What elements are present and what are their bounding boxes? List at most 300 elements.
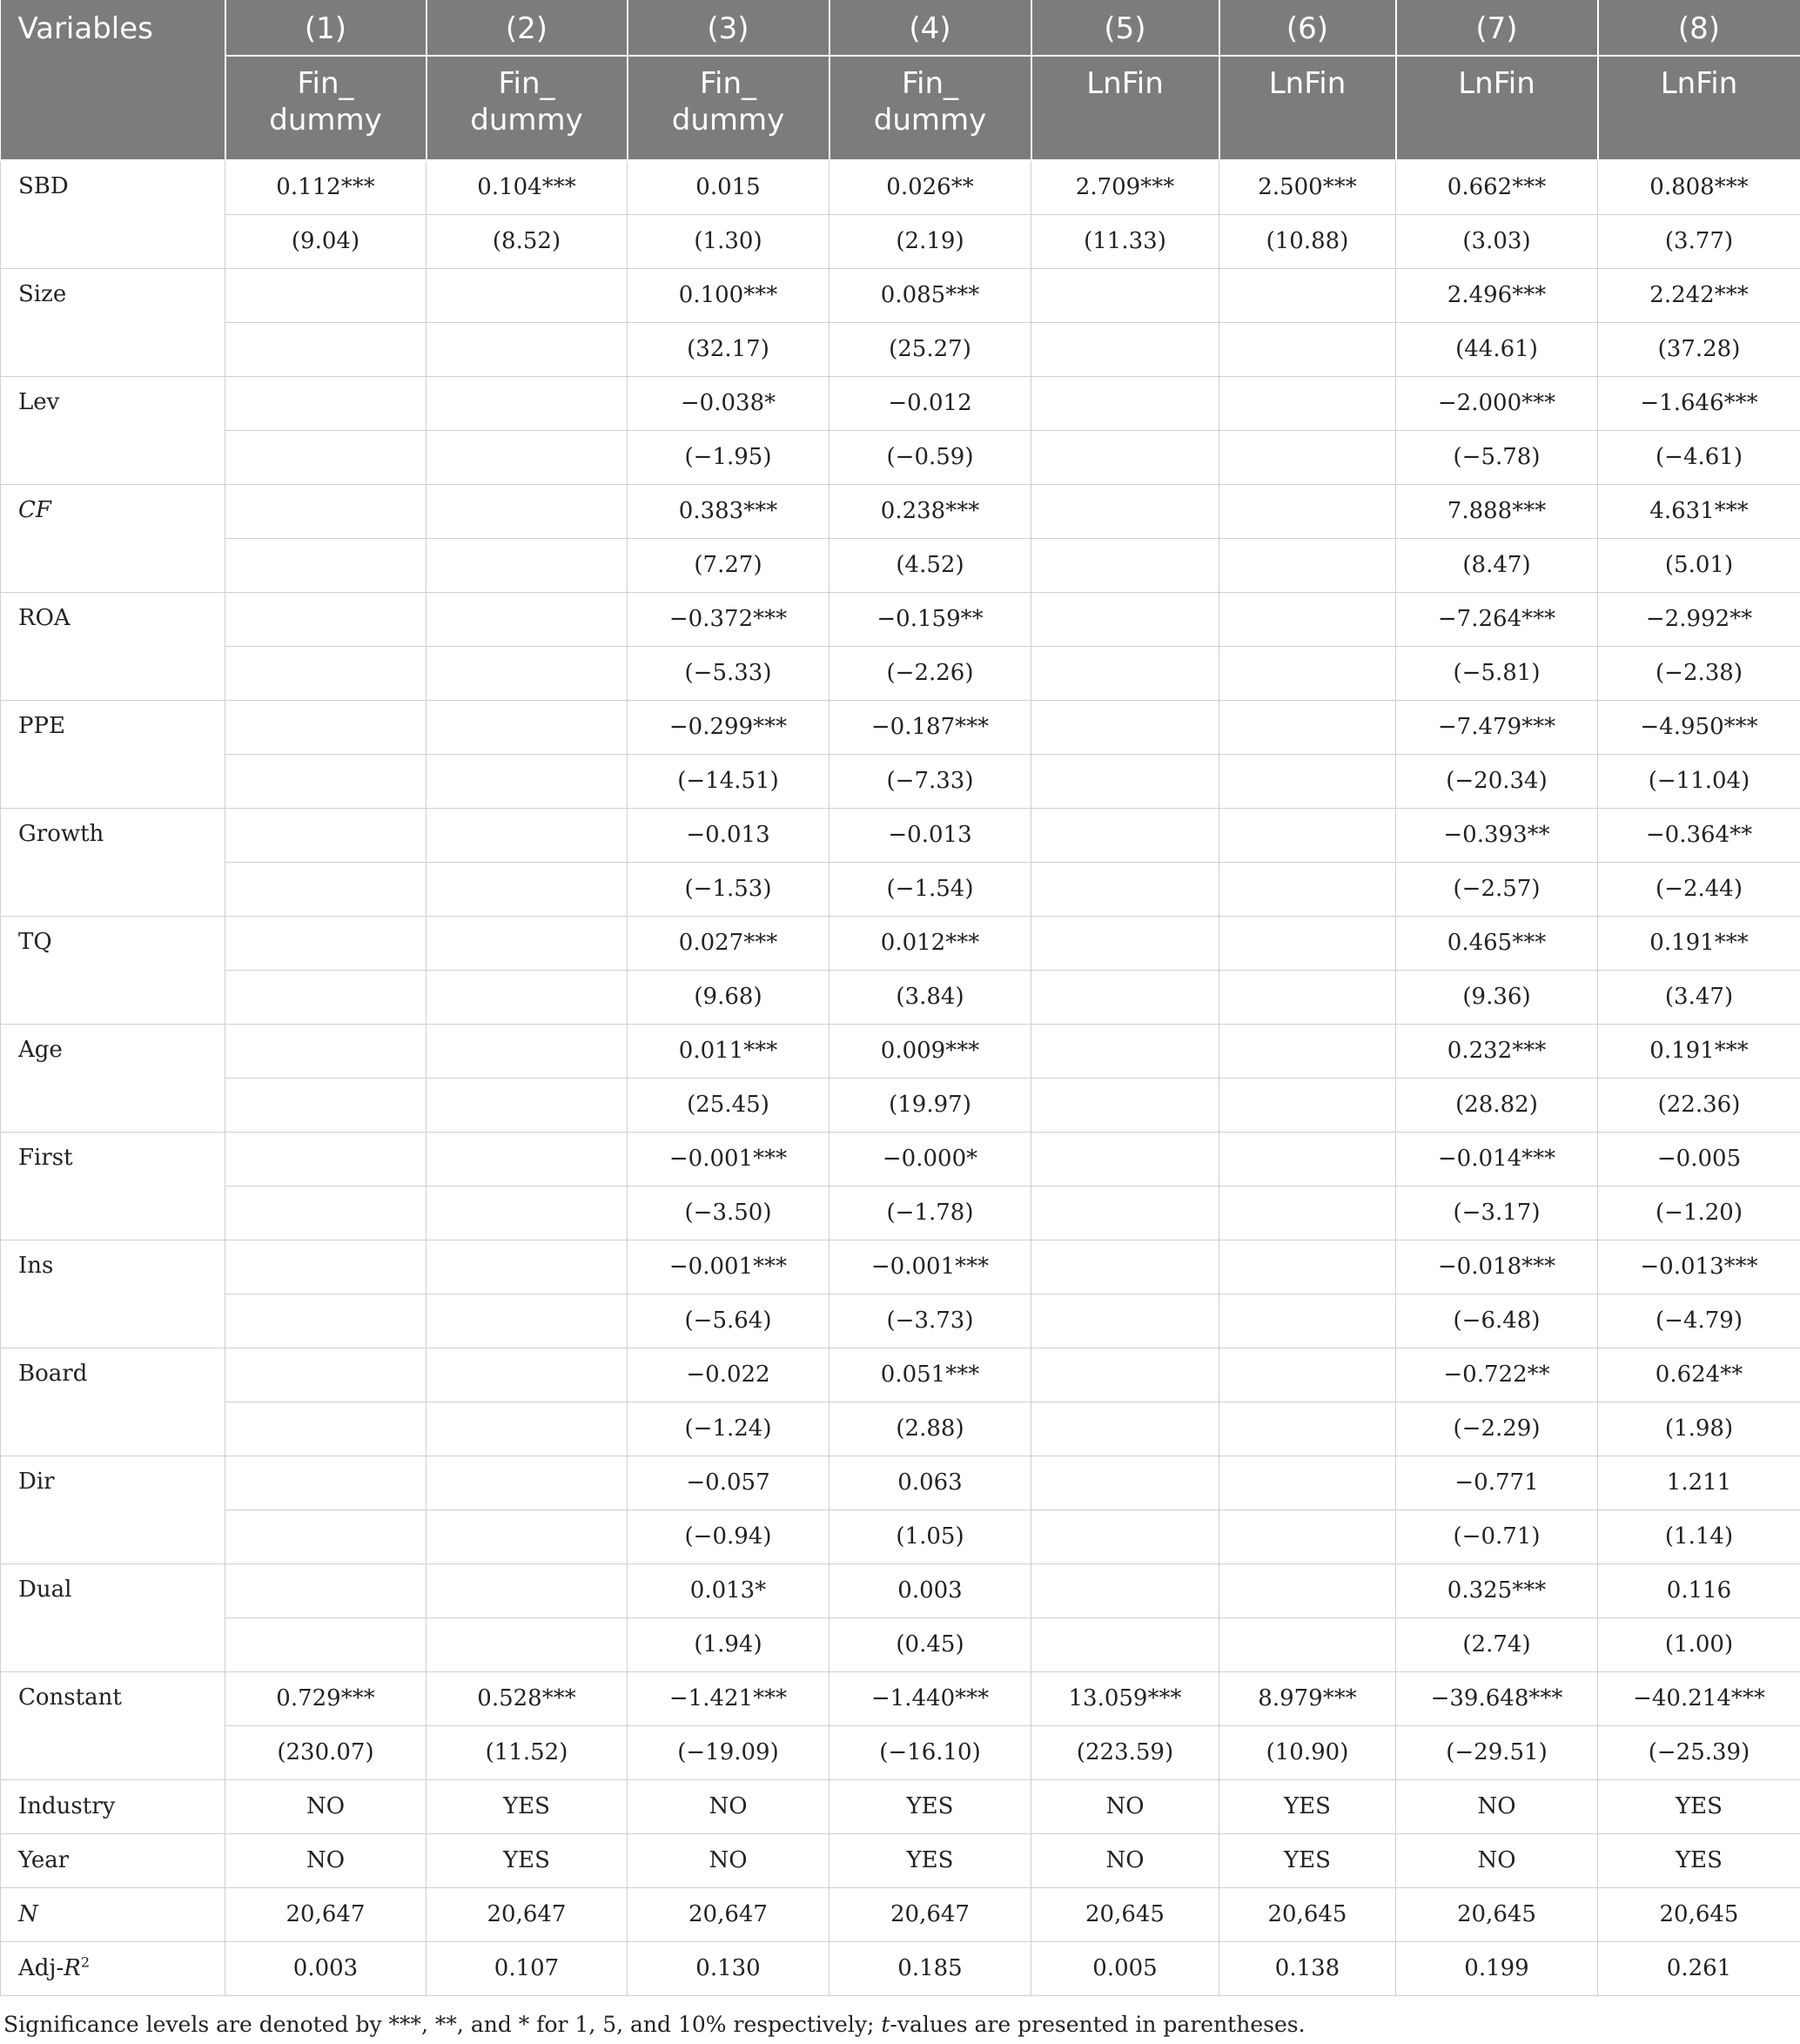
coef-cell: −0.005 [1598, 1132, 1800, 1186]
coef-cell: 0.112*** [225, 160, 426, 214]
footnote-text-after: -values are presented in parentheses. [890, 2011, 1306, 2037]
tvalue-cell: (−7.33) [829, 754, 1031, 808]
tvalue-cell [426, 970, 628, 1024]
tvalue-cell: (−14.51) [628, 754, 829, 808]
tvalue-cell [426, 862, 628, 916]
coef-cell [1031, 916, 1219, 970]
coef-cell: 0.011*** [628, 1024, 829, 1078]
tvalue-cell: (−3.17) [1396, 1186, 1598, 1240]
summary-cell: YES [426, 1779, 628, 1833]
header-col-5: (5) [1031, 0, 1219, 56]
tvalue-cell: (1.98) [1598, 1402, 1800, 1456]
coef-cell [1219, 592, 1396, 646]
coef-cell [1031, 268, 1219, 322]
table-row-tvalue [1, 754, 1800, 808]
tvalue-cell: (−5.81) [1396, 646, 1598, 700]
coef-cell [225, 700, 426, 754]
coef-cell: 0.325*** [1396, 1563, 1598, 1617]
tvalue-cell [1031, 1294, 1219, 1348]
tvalue-cell: (1.05) [829, 1509, 1031, 1563]
variable-label: First [1, 1132, 225, 1240]
tvalue-cell [1031, 862, 1219, 916]
tvalue-cell [1031, 754, 1219, 808]
dependent-line-1: LnFin [1660, 66, 1738, 101]
tvalue-cell [1219, 538, 1396, 592]
tvalue-cell: (230.07) [225, 1725, 426, 1779]
tvalue-cell [225, 970, 426, 1024]
tvalue-cell [1219, 970, 1396, 1024]
tvalue-cell: (−0.59) [829, 430, 1031, 484]
variable-label: ROA [1, 592, 225, 700]
tvalue-cell: (−16.10) [829, 1725, 1031, 1779]
coef-cell: 0.013* [628, 1563, 829, 1617]
coef-cell: −7.264*** [1396, 592, 1598, 646]
coef-cell [225, 484, 426, 538]
tvalue-cell [1031, 430, 1219, 484]
header-dependent-8 [1598, 56, 1800, 160]
tvalue-cell [1031, 1402, 1219, 1456]
coef-cell: −0.012 [829, 376, 1031, 430]
table-row-coef [1, 1132, 1800, 1186]
summary-cell: YES [1219, 1779, 1396, 1833]
tvalue-cell: (9.04) [225, 214, 426, 268]
header-dependent-6 [1219, 56, 1396, 160]
table-row-coef [1, 1348, 1800, 1402]
footnote-text-before: Significance levels are denoted by ***, **, and * for 1, 5, and 10% respectively; [3, 2011, 882, 2037]
coef-cell: 0.232*** [1396, 1024, 1598, 1078]
tvalue-cell: (−1.78) [829, 1186, 1031, 1240]
coef-cell: 2.242*** [1598, 268, 1800, 322]
summary-cell: 20,645 [1598, 1887, 1800, 1941]
coef-cell: 0.528*** [426, 1671, 628, 1725]
coef-cell [1219, 1563, 1396, 1617]
adj-r2-prefix: Adj- [18, 1955, 64, 1981]
tvalue-cell [1031, 1617, 1219, 1671]
variable-label: CF [1, 484, 225, 592]
tvalue-cell: (1.14) [1598, 1509, 1800, 1563]
coef-cell: 0.191*** [1598, 1024, 1800, 1078]
coef-cell [1031, 1240, 1219, 1294]
coef-cell: 0.027*** [628, 916, 829, 970]
tvalue-cell: (44.61) [1396, 322, 1598, 376]
coef-cell [426, 808, 628, 862]
coef-cell: 0.729*** [225, 1671, 426, 1725]
summary-label: N [1, 1887, 225, 1941]
tvalue-cell [225, 1186, 426, 1240]
coef-cell: 0.104*** [426, 160, 628, 214]
summary-cell: NO [225, 1779, 426, 1833]
coef-cell: 4.631*** [1598, 484, 1800, 538]
coef-cell: −7.479*** [1396, 700, 1598, 754]
coef-cell [225, 1348, 426, 1402]
coef-cell: −0.013*** [1598, 1240, 1800, 1294]
tvalue-cell [1219, 862, 1396, 916]
table-row-summary [1, 1779, 1800, 1833]
tvalue-cell [426, 430, 628, 484]
coef-cell: 0.051*** [829, 1348, 1031, 1402]
tvalue-cell [1031, 1078, 1219, 1132]
coef-cell: 0.012*** [829, 916, 1031, 970]
variable-label: TQ [1, 916, 225, 1024]
table-row-tvalue [1, 430, 1800, 484]
table-row-coef [1, 1240, 1800, 1294]
header-dependent-3 [628, 56, 829, 160]
header-col-2: (2) [426, 0, 628, 56]
tvalue-cell: (9.68) [628, 970, 829, 1024]
tvalue-cell: (11.52) [426, 1725, 628, 1779]
dependent-line-1: Fin_ [297, 66, 354, 101]
coef-cell: −2.992** [1598, 592, 1800, 646]
tvalue-cell: (1.00) [1598, 1617, 1800, 1671]
table-row-tvalue [1, 1402, 1800, 1456]
tvalue-cell: (−1.54) [829, 862, 1031, 916]
coef-cell: −0.001*** [628, 1240, 829, 1294]
variable-label: Dual [1, 1563, 225, 1671]
coef-cell [426, 1348, 628, 1402]
tvalue-cell: (−3.73) [829, 1294, 1031, 1348]
summary-label: Year [1, 1833, 225, 1887]
tvalue-cell: (5.01) [1598, 538, 1800, 592]
table-row-tvalue [1, 1617, 1800, 1671]
coef-cell: −0.159** [829, 592, 1031, 646]
coef-cell [1031, 484, 1219, 538]
variable-label: SBD [1, 160, 225, 268]
coef-cell: 1.211 [1598, 1456, 1800, 1509]
adj-r2-label [1, 1941, 225, 1995]
tvalue-cell [1219, 322, 1396, 376]
tvalue-cell: (−1.53) [628, 862, 829, 916]
coef-cell: 0.009*** [829, 1024, 1031, 1078]
tvalue-cell [1219, 646, 1396, 700]
coef-cell: 0.085*** [829, 268, 1031, 322]
tvalue-cell [426, 1617, 628, 1671]
coef-cell: 0.662*** [1396, 160, 1598, 214]
tvalue-cell: (25.45) [628, 1078, 829, 1132]
tvalue-cell: (2.88) [829, 1402, 1031, 1456]
coef-cell: 0.003 [829, 1563, 1031, 1617]
table-row-tvalue [1, 214, 1800, 268]
tvalue-cell: (1.94) [628, 1617, 829, 1671]
coef-cell: −0.038* [628, 376, 829, 430]
tvalue-cell: (10.88) [1219, 214, 1396, 268]
table-row-adj-r2 [1, 1941, 1800, 1995]
tvalue-cell: (8.52) [426, 214, 628, 268]
coef-cell: −0.722** [1396, 1348, 1598, 1402]
table-row-tvalue [1, 538, 1800, 592]
header-col-8: (8) [1598, 0, 1800, 56]
table-footnote [0, 2012, 1800, 2037]
tvalue-cell [1031, 1186, 1219, 1240]
tvalue-cell: (223.59) [1031, 1725, 1219, 1779]
coef-cell: 0.015 [628, 160, 829, 214]
coef-cell [225, 1024, 426, 1078]
table-row-coef [1, 916, 1800, 970]
table-row-tvalue [1, 862, 1800, 916]
tvalue-cell: (−2.29) [1396, 1402, 1598, 1456]
adj-r2-cell: 0.199 [1396, 1941, 1598, 1995]
summary-cell: 20,647 [426, 1887, 628, 1941]
summary-cell: YES [1219, 1833, 1396, 1887]
coef-cell [426, 1132, 628, 1186]
coef-cell [225, 268, 426, 322]
coef-cell [1031, 1348, 1219, 1402]
tvalue-cell: (−2.26) [829, 646, 1031, 700]
tvalue-cell [426, 1078, 628, 1132]
dependent-line-2: dummy [873, 103, 987, 138]
adj-r2-sup: 2 [80, 1953, 91, 1971]
coef-cell [225, 1240, 426, 1294]
coef-cell [1219, 1240, 1396, 1294]
coef-cell: 2.709*** [1031, 160, 1219, 214]
summary-cell: YES [1598, 1833, 1800, 1887]
tvalue-cell: (−5.33) [628, 646, 829, 700]
tvalue-cell [225, 1078, 426, 1132]
header-col-1: (1) [225, 0, 426, 56]
tvalue-cell: (0.45) [829, 1617, 1031, 1671]
tvalue-cell: (−2.38) [1598, 646, 1800, 700]
coef-cell: −0.013 [829, 808, 1031, 862]
tvalue-cell: (3.77) [1598, 214, 1800, 268]
tvalue-cell: (−0.71) [1396, 1509, 1598, 1563]
tvalue-cell: (−1.20) [1598, 1186, 1800, 1240]
dependent-line-2: dummy [671, 103, 785, 138]
table-row-coef [1, 808, 1800, 862]
adj-r2-cell: 0.185 [829, 1941, 1031, 1995]
coef-cell [225, 916, 426, 970]
tvalue-cell [1219, 1509, 1396, 1563]
tvalue-cell [1219, 754, 1396, 808]
tvalue-cell: (−6.48) [1396, 1294, 1598, 1348]
coef-cell: −0.022 [628, 1348, 829, 1402]
tvalue-cell [1031, 646, 1219, 700]
variable-label: Ins [1, 1240, 225, 1348]
tvalue-cell [225, 430, 426, 484]
dependent-line-2: dummy [470, 103, 583, 138]
coef-cell [1219, 268, 1396, 322]
coef-cell: 13.059*** [1031, 1671, 1219, 1725]
tvalue-cell: (−2.57) [1396, 862, 1598, 916]
coef-cell: −0.771 [1396, 1456, 1598, 1509]
tvalue-cell [1219, 1617, 1396, 1671]
summary-cell: 20,645 [1031, 1887, 1219, 1941]
table-body [1, 160, 1800, 1995]
summary-cell: NO [1396, 1779, 1598, 1833]
table-row-tvalue [1, 1725, 1800, 1779]
coef-cell: 0.465*** [1396, 916, 1598, 970]
coef-cell [1219, 484, 1396, 538]
tvalue-cell: (−0.94) [628, 1509, 829, 1563]
tvalue-cell: (28.82) [1396, 1078, 1598, 1132]
variable-label: Board [1, 1348, 225, 1456]
tvalue-cell: (11.33) [1031, 214, 1219, 268]
summary-cell: YES [829, 1779, 1031, 1833]
tvalue-cell [225, 862, 426, 916]
summary-cell: NO [628, 1833, 829, 1887]
footnote-t-italic: t [881, 2011, 890, 2037]
summary-cell: NO [225, 1833, 426, 1887]
coef-cell: −0.001*** [628, 1132, 829, 1186]
header-col-7: (7) [1396, 0, 1598, 56]
coef-cell [225, 592, 426, 646]
summary-cell: YES [426, 1833, 628, 1887]
coef-cell: −0.372*** [628, 592, 829, 646]
table-row-tvalue [1, 646, 1800, 700]
coef-cell: 0.116 [1598, 1563, 1800, 1617]
tvalue-cell [426, 754, 628, 808]
coef-cell [1031, 700, 1219, 754]
summary-cell: 20,647 [628, 1887, 829, 1941]
coef-cell [426, 700, 628, 754]
variable-label: Dir [1, 1456, 225, 1563]
table-row-tvalue [1, 322, 1800, 376]
coef-cell [1219, 808, 1396, 862]
variable-label: Size [1, 268, 225, 376]
table-row-coef [1, 376, 1800, 430]
table-row-coef [1, 484, 1800, 538]
coef-cell [1031, 592, 1219, 646]
tvalue-cell: (3.84) [829, 970, 1031, 1024]
tvalue-cell [426, 538, 628, 592]
tvalue-cell [1031, 970, 1219, 1024]
coef-cell [1031, 1024, 1219, 1078]
dependent-line-1: LnFin [1458, 66, 1535, 101]
tvalue-cell [225, 1402, 426, 1456]
tvalue-cell: (−1.95) [628, 430, 829, 484]
table-row-coef [1, 160, 1800, 214]
tvalue-cell: (22.36) [1598, 1078, 1800, 1132]
coef-cell: −0.013 [628, 808, 829, 862]
coef-cell [1219, 376, 1396, 430]
coef-cell: 0.238*** [829, 484, 1031, 538]
table-row-coef [1, 1456, 1800, 1509]
coef-cell [1031, 808, 1219, 862]
coef-cell [225, 1456, 426, 1509]
coef-cell: −0.364** [1598, 808, 1800, 862]
tvalue-cell: (4.52) [829, 538, 1031, 592]
coef-cell: −0.393** [1396, 808, 1598, 862]
tvalue-cell [225, 1617, 426, 1671]
tvalue-cell [1219, 430, 1396, 484]
summary-cell: NO [1031, 1779, 1219, 1833]
dependent-line-1: Fin_ [901, 66, 959, 101]
tvalue-cell: (−20.34) [1396, 754, 1598, 808]
coef-cell: −0.057 [628, 1456, 829, 1509]
tvalue-cell: (2.19) [829, 214, 1031, 268]
coef-cell: 2.500*** [1219, 160, 1396, 214]
coef-cell: 8.979*** [1219, 1671, 1396, 1725]
coef-cell: 0.191*** [1598, 916, 1800, 970]
summary-cell: NO [1031, 1833, 1219, 1887]
coef-cell: −0.018*** [1396, 1240, 1598, 1294]
coef-cell: −0.299*** [628, 700, 829, 754]
tvalue-cell: (2.74) [1396, 1617, 1598, 1671]
header-dependent-7 [1396, 56, 1598, 160]
adj-r2-cell: 0.138 [1219, 1941, 1396, 1995]
tvalue-cell: (−11.04) [1598, 754, 1800, 808]
header-dependent-1 [225, 56, 426, 160]
summary-cell: NO [628, 1779, 829, 1833]
coef-cell: −39.648*** [1396, 1671, 1598, 1725]
tvalue-cell [1031, 1509, 1219, 1563]
tvalue-cell [1031, 322, 1219, 376]
adj-r2-cell: 0.003 [225, 1941, 426, 1995]
coef-cell [426, 484, 628, 538]
tvalue-cell: (32.17) [628, 322, 829, 376]
coef-cell: 0.624** [1598, 1348, 1800, 1402]
tvalue-cell [1219, 1402, 1396, 1456]
tvalue-cell: (9.36) [1396, 970, 1598, 1024]
tvalue-cell: (−19.09) [628, 1725, 829, 1779]
header-col-4: (4) [829, 0, 1031, 56]
coef-cell: 2.496*** [1396, 268, 1598, 322]
coef-cell: −1.440*** [829, 1671, 1031, 1725]
coef-cell [1031, 1563, 1219, 1617]
coef-cell [426, 1024, 628, 1078]
coef-cell: −40.214*** [1598, 1671, 1800, 1725]
tvalue-cell [426, 1509, 628, 1563]
table-row-tvalue [1, 1509, 1800, 1563]
variable-label: Constant [1, 1671, 225, 1779]
tvalue-cell: (−3.50) [628, 1186, 829, 1240]
tvalue-cell: (−5.78) [1396, 430, 1598, 484]
tvalue-cell: (−1.24) [628, 1402, 829, 1456]
coef-cell [426, 268, 628, 322]
coef-cell [225, 1132, 426, 1186]
tvalue-cell: (19.97) [829, 1078, 1031, 1132]
table-row-summary [1, 1833, 1800, 1887]
table-header [1, 0, 1800, 160]
tvalue-cell: (−29.51) [1396, 1725, 1598, 1779]
tvalue-cell: (−2.44) [1598, 862, 1800, 916]
summary-cell: YES [1598, 1779, 1800, 1833]
coef-cell: 7.888*** [1396, 484, 1598, 538]
tvalue-cell [426, 1294, 628, 1348]
tvalue-cell: (−4.61) [1598, 430, 1800, 484]
coef-cell [1219, 1024, 1396, 1078]
tvalue-cell [225, 322, 426, 376]
summary-cell: YES [829, 1833, 1031, 1887]
coef-cell [1219, 1456, 1396, 1509]
coef-cell [1219, 916, 1396, 970]
coef-cell: −0.001*** [829, 1240, 1031, 1294]
coef-cell [1219, 1348, 1396, 1402]
coef-cell [426, 1240, 628, 1294]
tvalue-cell [1219, 1186, 1396, 1240]
tvalue-cell [426, 1186, 628, 1240]
variable-label: Growth [1, 808, 225, 916]
summary-cell: 20,645 [1219, 1887, 1396, 1941]
header-row-columns [1, 0, 1800, 56]
coef-cell: −1.421*** [628, 1671, 829, 1725]
summary-cell: 20,647 [829, 1887, 1031, 1941]
coef-cell [426, 1456, 628, 1509]
tvalue-cell [225, 538, 426, 592]
tvalue-cell: (10.90) [1219, 1725, 1396, 1779]
coef-cell: −0.187*** [829, 700, 1031, 754]
coef-cell [225, 808, 426, 862]
variable-label: Age [1, 1024, 225, 1132]
coef-cell: 0.026** [829, 160, 1031, 214]
tvalue-cell: (3.47) [1598, 970, 1800, 1024]
coef-cell: −1.646*** [1598, 376, 1800, 430]
summary-label: Industry [1, 1779, 225, 1833]
tvalue-cell [1219, 1078, 1396, 1132]
tvalue-cell [225, 1509, 426, 1563]
coef-cell [1219, 1132, 1396, 1186]
coef-cell [426, 1563, 628, 1617]
header-variables: Variables [1, 0, 225, 160]
coef-cell: −4.950*** [1598, 700, 1800, 754]
